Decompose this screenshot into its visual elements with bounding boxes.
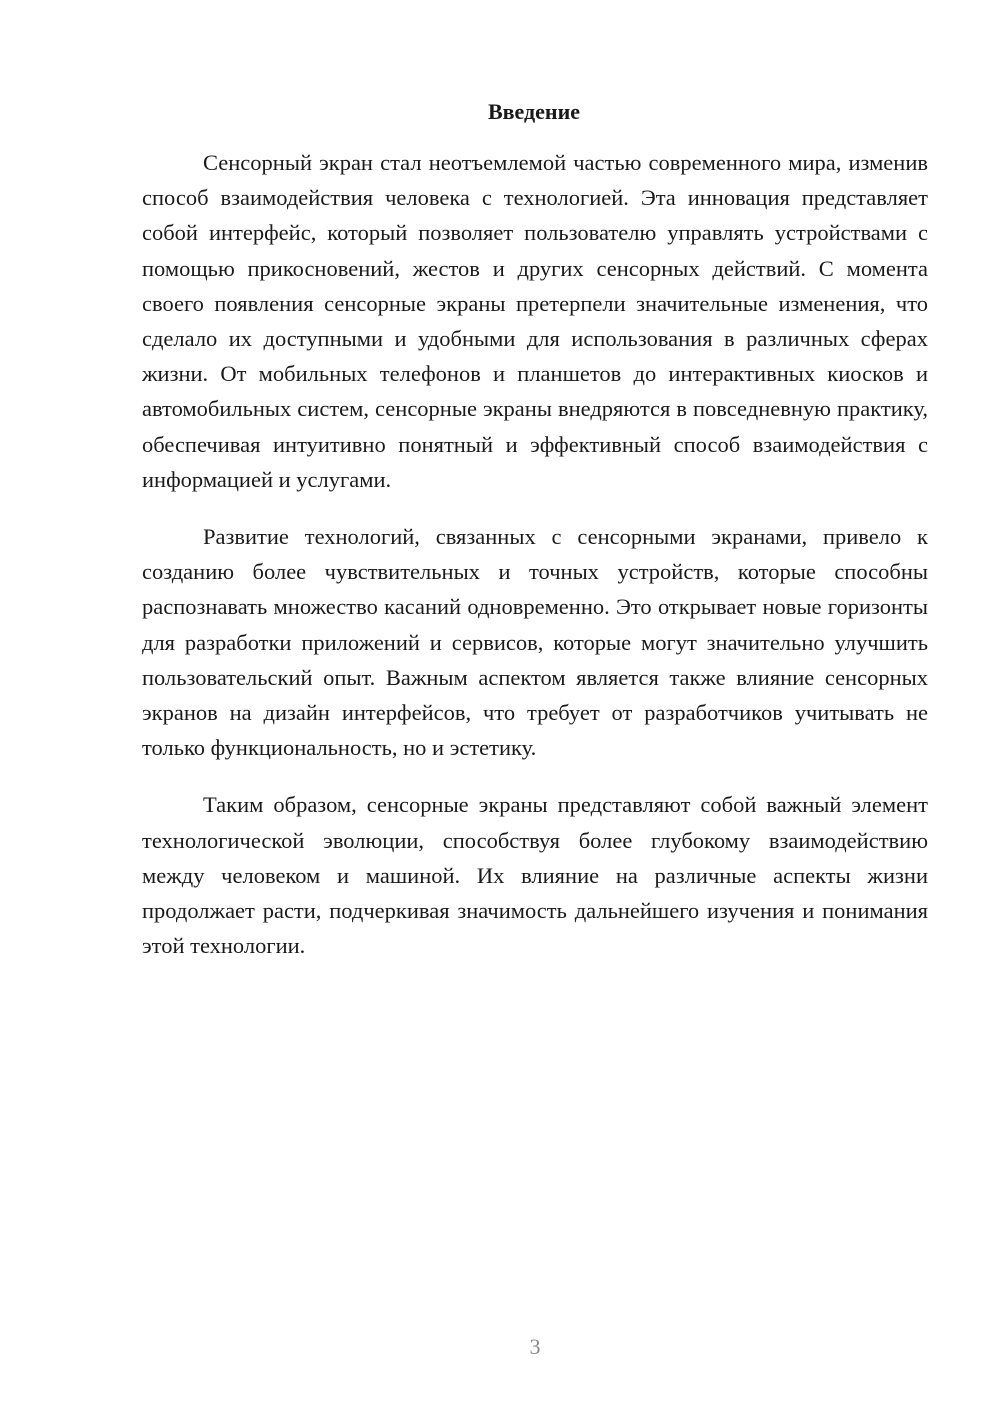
body-text [142,145,928,985]
paragraph-3: Таким образом, сенсорные экраны представляют собой важный элемент технологической эволюции, способствуя более глубокому взаимодействию между человеком и машиной. Их влияние на различные аспекты жизни продолжает расти, подчеркивая значимость дальнейшего изучения и понимания этой технологии. [142,792,928,959]
paragraph-2: Развитие технологий, связанных с сенсорными экранами, привело к созданию более чувствительных и точных устройств, которые способны распознавать множество касаний одновременно. Это открывает новые горизонты для разработки приложений и сервисов, которые могут значительно улучшить пользовательский опыт. Важным аспектом является также влияние сенсорных экранов на дизайн интерфейсов, что требует от разработчиков учитывать не только функциональность, но и эстетику. [142,524,928,761]
section-heading: Введение [487,99,581,124]
page-number: 3 [529,1334,541,1359]
paragraph-1: Сенсорный экран стал неотъемлемой частью современного мира, изменив способ взаимодействия человека с технологией. Эта инновация представляет собой интерфейс, который позволяет пользователю управлять устройствами с помощью прикосновений, жестов и других сенсорных действий. С момента своего появления сенсорные экраны претерпели значительные изменения, что сделало их доступными и удобными для использования в различных сферах жизни. От мобильных телефонов и планшетов до интерактивных киосков и автомобильных систем, сенсорные экраны внедряются в повседневную практику, обеспечивая интуитивно понятный и эффективный способ взаимодействия с информацией и услугами. [142,150,928,492]
